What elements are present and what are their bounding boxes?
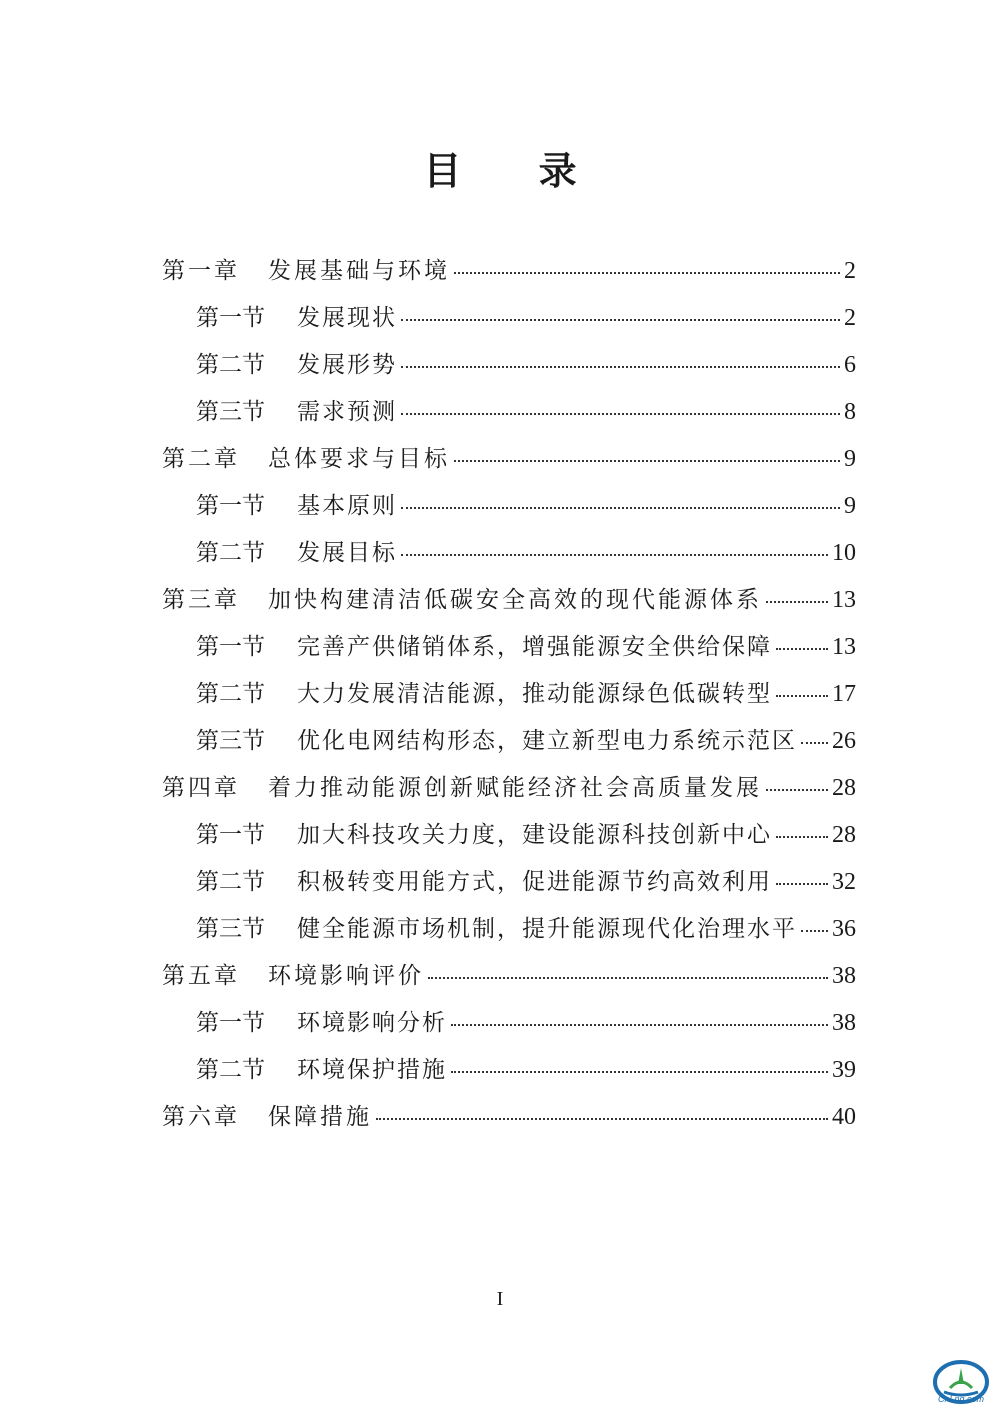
toc-text: 完善产供储销体系，增强能源安全供给保障 [297,634,772,660]
toc-text: 大力发展清洁能源，推动能源绿色低碳转型 [297,681,772,707]
dot-leader [454,460,840,462]
toc-page: 8 [844,399,856,425]
toc-entry-chapter[interactable] [162,440,856,470]
toc-page: 38 [832,963,856,989]
page-title: 目 录 [423,148,609,193]
toc-label: 第一章 [162,258,240,284]
dot-leader [766,601,828,603]
toc-page: 26 [832,728,856,754]
toc-entry-chapter[interactable] [162,252,856,282]
toc-entry-chapter[interactable] [162,581,856,611]
toc-label: 第三节 [196,728,265,754]
toc-text: 环境影响分析 [297,1010,447,1036]
dot-leader [776,648,828,650]
toc-label: 第二节 [196,869,265,895]
toc-label: 第三章 [162,587,240,613]
toc-label: 第二节 [196,540,265,566]
toc-entry-section[interactable] [196,628,856,658]
toc-entry-section[interactable] [196,816,856,846]
toc-page: 39 [832,1057,856,1083]
dot-leader [401,554,828,556]
toc-text: 基本原则 [297,493,397,519]
dot-leader [451,1071,828,1073]
dot-leader [401,413,840,415]
toc-entry-section[interactable] [196,346,856,376]
toc-label: 第三节 [196,399,265,425]
toc-label: 第一节 [196,305,265,331]
toc-entry-section[interactable] [196,1051,856,1081]
toc-label: 第六章 [162,1104,240,1130]
toc-label: 第三节 [196,916,265,942]
dot-leader [401,366,840,368]
toc-text: 发展目标 [297,540,397,566]
toc-text: 发展形势 [297,352,397,378]
toc-page: 28 [832,822,856,848]
toc-entry-section[interactable] [196,534,856,564]
toc-label: 第二节 [196,681,265,707]
toc-text: 加大科技攻关力度，建设能源科技创新中心 [297,822,772,848]
toc-page: 13 [832,587,856,613]
dot-leader [428,977,828,979]
toc-label: 第二章 [162,446,240,472]
dot-leader [451,1024,828,1026]
toc-page: 13 [832,634,856,660]
dot-leader [801,930,828,932]
dot-leader [401,507,840,509]
watermark-text: CnLng.com [937,1394,985,1404]
toc-text: 发展基础与环境 [268,258,450,284]
toc-text: 需求预测 [297,399,397,425]
toc-entry-section[interactable] [196,487,856,517]
toc-label: 第一节 [196,1010,265,1036]
toc-entry-section[interactable] [196,910,856,940]
toc-label: 第一节 [196,493,265,519]
toc-text: 健全能源市场机制，提升能源现代化治理水平 [297,916,797,942]
toc-page: 36 [832,916,856,942]
dot-leader [766,789,828,791]
toc-text: 积极转变用能方式，促进能源节约高效利用 [297,869,772,895]
toc-entry-chapter[interactable] [162,1098,856,1128]
dot-leader [801,742,828,744]
toc-label: 第五章 [162,963,240,989]
toc-text: 总体要求与目标 [268,446,450,472]
dot-leader [401,319,840,321]
toc-label: 第四章 [162,775,240,801]
toc-page: 32 [832,869,856,895]
toc-entry-section[interactable] [196,722,856,752]
toc-page: 28 [832,775,856,801]
page-number: I [496,1288,504,1310]
toc-entry-chapter[interactable] [162,957,856,987]
dot-leader [776,883,828,885]
toc-entry-section[interactable] [196,1004,856,1034]
dot-leader [776,836,828,838]
toc-text: 加快构建清洁低碳安全高效的现代能源体系 [268,587,762,613]
dot-leader [776,695,828,697]
toc-label: 第二节 [196,352,265,378]
toc-page: 9 [844,446,856,472]
toc-entry-chapter[interactable] [162,769,856,799]
toc-entry-section[interactable] [196,393,856,423]
toc-text: 发展现状 [297,305,397,331]
toc-text: 保障措施 [268,1104,372,1130]
toc-label: 第一节 [196,822,265,848]
toc-page: 9 [844,493,856,519]
toc-text: 环境保护措施 [297,1057,447,1083]
toc-page: 2 [844,258,856,284]
toc-page: 6 [844,352,856,378]
dot-leader [454,272,840,274]
toc-page: 10 [832,540,856,566]
toc-label: 第二节 [196,1057,265,1083]
toc-text: 优化电网结构形态，建立新型电力系统示范区 [297,728,797,754]
toc-label: 第一节 [196,634,265,660]
dot-leader [376,1118,828,1120]
toc-entry-section[interactable] [196,863,856,893]
toc-text: 着力推动能源创新赋能经济社会高质量发展 [268,775,762,801]
toc-entry-section[interactable] [196,675,856,705]
toc-entry-section[interactable] [196,299,856,329]
toc-page: 38 [832,1010,856,1036]
toc-page: 40 [832,1104,856,1130]
toc-page: 2 [844,305,856,331]
toc-page: 17 [832,681,856,707]
toc-text: 环境影响评价 [268,963,424,989]
